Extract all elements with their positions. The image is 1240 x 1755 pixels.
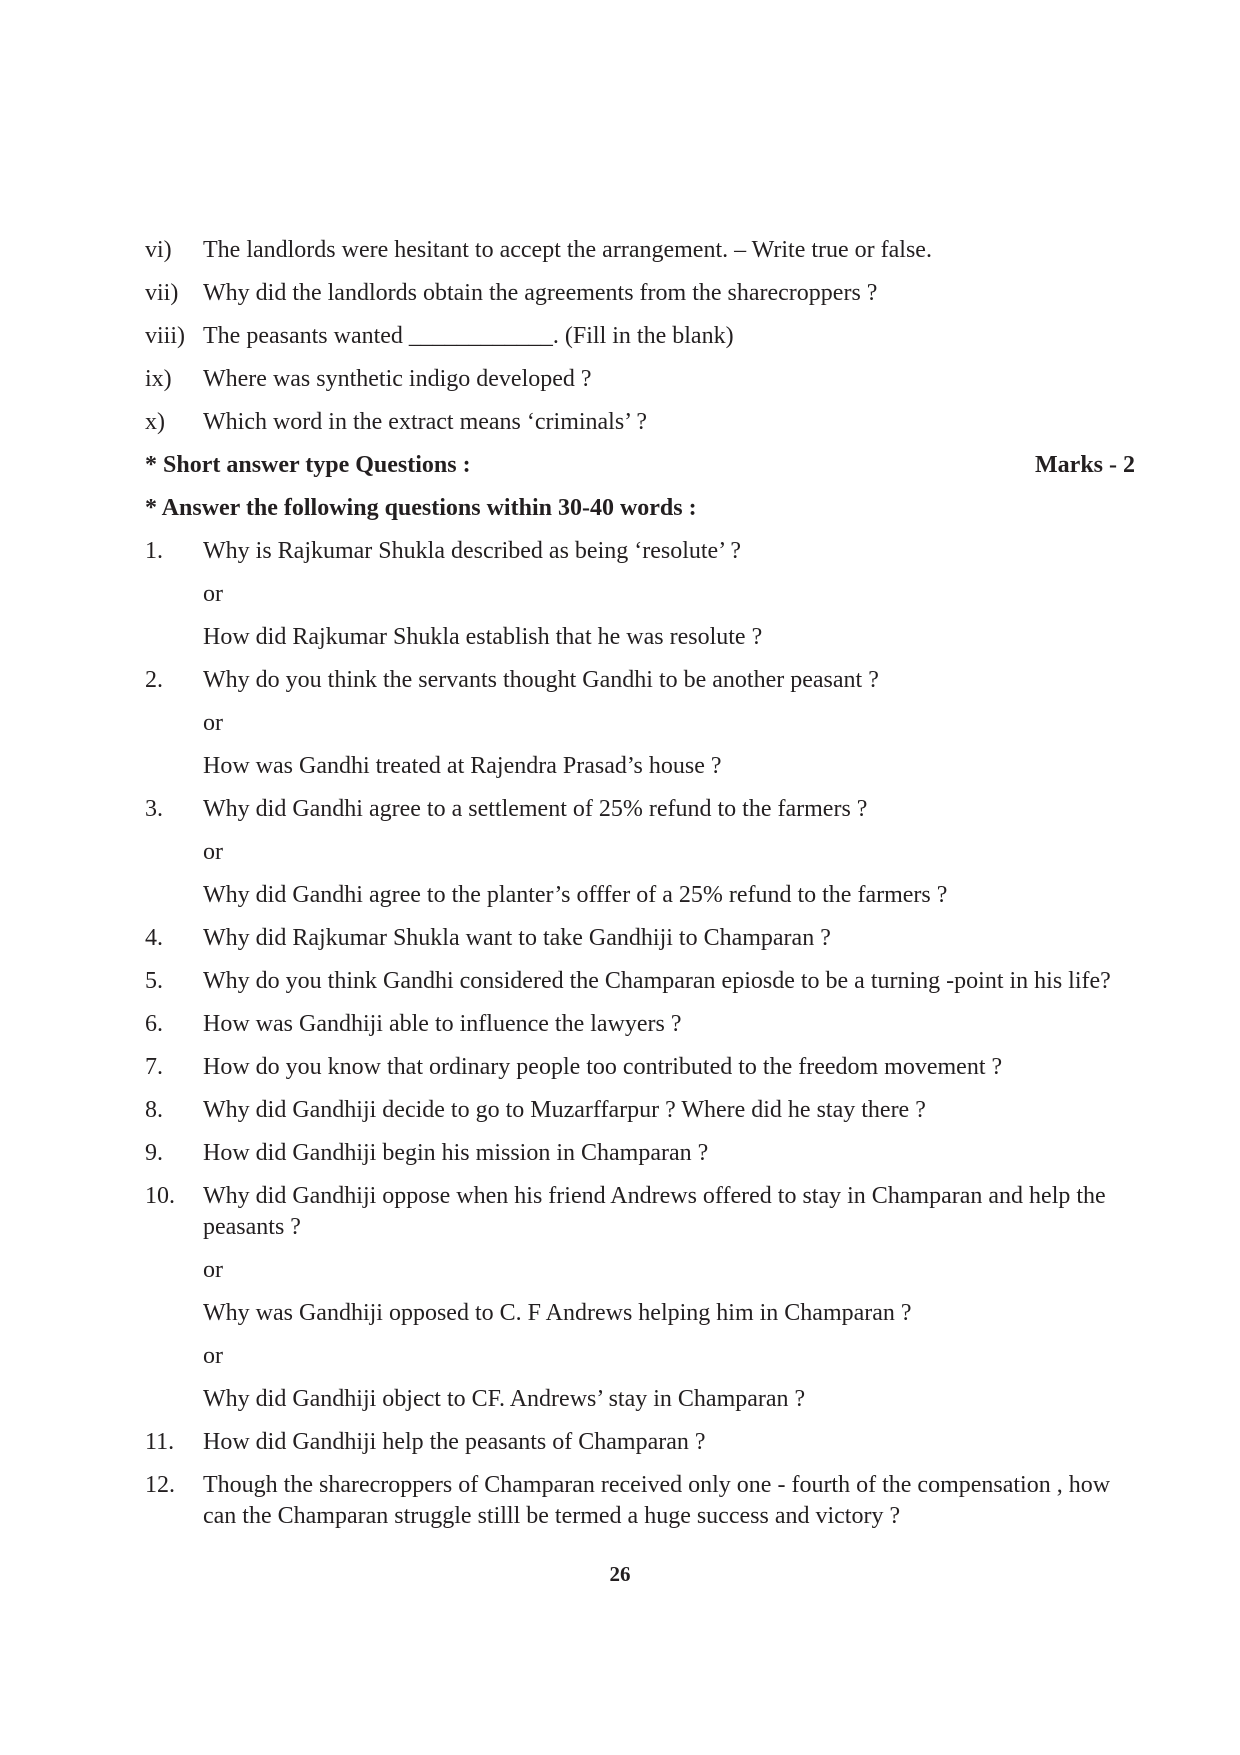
question-text: The landlords were hesitant to accept the arrangement. – Write true or false.: [203, 237, 932, 263]
question-text: How was Gandhiji able to influence the lawyers ?: [203, 1011, 682, 1037]
question-text: Why do you think Gandhi considered the Champaran epiosde to be a turning -point in his life?: [203, 968, 1111, 994]
question-text: Why did Gandhiji oppose when his friend Andrews offered to stay in Champaran and help the peasants ?: [203, 1183, 1106, 1240]
question-number: 11.: [145, 1429, 175, 1455]
question-text: Where was synthetic indigo developed ?: [203, 366, 592, 392]
alternate-question: Why did Gandhi agree to the planter’s offfer of a 25% refund to the farmers ?: [203, 882, 948, 908]
question-item: [145, 1427, 1135, 1470]
question-item: [145, 235, 1135, 278]
question-text: Why did Rajkumar Shukla want to take Gandhiji to Champaran ?: [203, 925, 831, 951]
question-item: [145, 536, 1135, 579]
question-number: 5.: [145, 968, 163, 994]
alternate-question: Why was Gandhiji opposed to C. F Andrews helping him in Champaran ?: [203, 1300, 912, 1326]
or-label: or: [203, 710, 223, 736]
question-list-mcq: [145, 235, 1135, 450]
or-label: or: [203, 581, 223, 607]
question-text: How do you know that ordinary people too contributed to the freedom movement ?: [203, 1054, 1003, 1080]
question-text: Why did the landlords obtain the agreements from the sharecroppers ?: [203, 280, 878, 306]
question-number: 12.: [145, 1472, 175, 1498]
section-header: [145, 450, 1135, 493]
alternate-question: Why did Gandhiji object to CF. Andrews’ stay in Champaran ?: [203, 1386, 806, 1412]
question-item: [145, 966, 1135, 1009]
page-number: 26: [609, 1562, 631, 1586]
question-number: vi): [145, 237, 172, 263]
question-text: Which word in the extract means ‘criminals’ ?: [203, 409, 648, 435]
question-item: [145, 665, 1135, 708]
question-item: [145, 278, 1135, 321]
question-number: 8.: [145, 1097, 163, 1123]
question-number: 2.: [145, 667, 163, 693]
question-text: Why did Gandhiji decide to go to Muzarffarpur ? Where did he stay there ?: [203, 1097, 926, 1123]
question-item: [145, 1009, 1135, 1052]
question-number: 3.: [145, 796, 163, 822]
question-number: x): [145, 409, 165, 435]
section-title: * Short answer type Questions :: [145, 452, 471, 478]
question-text: How did Gandhiji help the peasants of Champaran ?: [203, 1429, 706, 1455]
question-item: [145, 1095, 1135, 1138]
question-item: [145, 1138, 1135, 1181]
question-text: Why did Gandhi agree to a settlement of 25% refund to the farmers ?: [203, 796, 868, 822]
question-text: Why do you think the servants thought Gandhi to be another peasant ?: [203, 667, 879, 693]
question-text: How did Gandhiji begin his mission in Champaran ?: [203, 1140, 709, 1166]
question-number: 7.: [145, 1054, 163, 1080]
section-instruction: * Answer the following questions within 30-40 words :: [145, 495, 697, 521]
question-text: Though the sharecroppers of Champaran received only one - fourth of the compensation , how can the Champaran struggle stilll be termed a huge success and victory ?: [203, 1472, 1111, 1529]
question-item: [145, 321, 1135, 364]
question-item: [145, 407, 1135, 450]
question-item: [145, 1052, 1135, 1095]
alternate-question: How was Gandhi treated at Rajendra Prasad’s house ?: [203, 753, 722, 779]
question-number: vii): [145, 280, 179, 306]
question-number: 4.: [145, 925, 163, 951]
or-label: or: [203, 1343, 223, 1369]
or-label: or: [203, 839, 223, 865]
alternate-question: How did Rajkumar Shukla establish that he was resolute ?: [203, 624, 763, 650]
question-number: 9.: [145, 1140, 163, 1166]
question-item: [145, 923, 1135, 966]
page-content: [145, 235, 1135, 1544]
or-label: or: [203, 1257, 223, 1283]
question-list-short: [145, 536, 1135, 1544]
question-number: 1.: [145, 538, 163, 564]
question-number: 10.: [145, 1183, 175, 1209]
question-item: [145, 364, 1135, 407]
question-text: Why is Rajkumar Shukla described as being ‘resolute’ ?: [203, 538, 742, 564]
question-number: ix): [145, 366, 172, 392]
section-marks: Marks - 2: [1035, 452, 1135, 478]
question-number: viii): [145, 323, 185, 349]
question-item: [145, 1181, 1135, 1255]
question-item: [145, 1470, 1135, 1544]
question-number: 6.: [145, 1011, 163, 1037]
question-item: [145, 794, 1135, 837]
question-text: The peasants wanted ____________. (Fill in the blank): [203, 323, 734, 349]
